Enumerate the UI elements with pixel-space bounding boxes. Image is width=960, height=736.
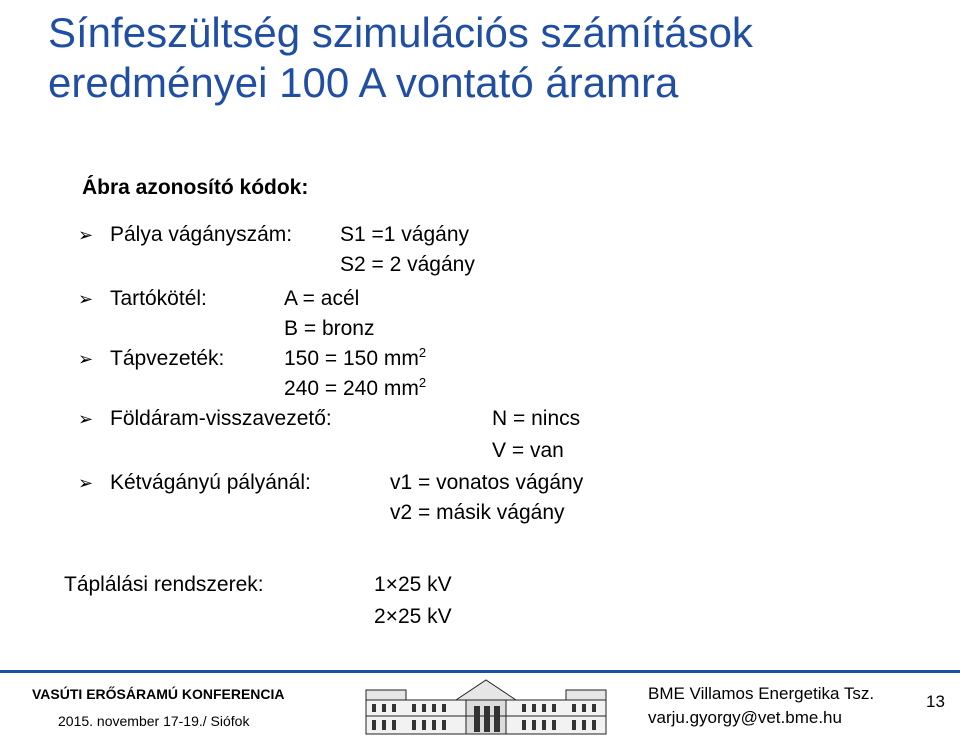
footer-email: varju.gyorgy@vet.bme.hu (648, 708, 842, 727)
earth-return-label: Földáram-visszavezető: (110, 407, 332, 430)
unit-exponent: 2 (418, 345, 427, 360)
catenary-a-value: A = acél (284, 287, 360, 310)
double-track-label: Kétvágányú pályánál: (110, 471, 311, 494)
footer-conference: VASÚTI ERŐSÁRAMÚ KONFERENCIA (32, 686, 285, 702)
earth-return-n-value: N = nincs (492, 407, 581, 430)
footer-organization: BME Villamos Energetika Tsz. (648, 684, 875, 703)
arrow-bullet-icon: ➢ (78, 409, 94, 429)
double-track-v1-value: v1 = vonatos vágány (390, 471, 584, 494)
track-label: Pálya vágányszám: (110, 223, 293, 246)
arrow-bullet-icon: ➢ (78, 289, 94, 309)
footer-date-place: 2015. november 17-19./ Siófok (58, 713, 250, 729)
track-s2-value: S2 = 2 vágány (340, 253, 475, 276)
title-line-1: Sínfeszültség szimulációs számítások (48, 9, 753, 56)
arrow-bullet-icon: ➢ (78, 225, 94, 245)
double-track-v2-value: v2 = másik vágány (390, 501, 565, 524)
feeder-150-value: 150 = 150 $mm^2$ (284, 345, 427, 370)
slide-title (48, 8, 938, 108)
arrow-bullet-icon: ➢ (78, 473, 94, 493)
track-s1-value: S1 =1 vágány (340, 223, 470, 246)
feeder-240-value: 240 = 240 $mm^2$ (284, 375, 427, 400)
arrow-bullet-icon: ➢ (78, 349, 94, 369)
university-building-logo-icon (356, 676, 616, 736)
earth-return-v-value: V = van (492, 439, 564, 462)
feeder-label: Tápvezeték: (110, 347, 225, 370)
unit-exponent: 2 (418, 375, 427, 390)
codes-heading: Ábra azonosító kódok: (82, 176, 309, 199)
catenary-label: Tartókötél: (110, 287, 207, 310)
catenary-b-value: B = bronz (284, 317, 375, 340)
supply-option-1x25: 1×25 kV (374, 573, 452, 596)
supply-option-2x25: 2×25 kV (374, 605, 452, 628)
title-line-2: eredményei 100 A vontató áramra (48, 59, 679, 106)
slide-number: 13 (926, 692, 945, 711)
footer-divider (0, 670, 960, 673)
supply-systems-label: Táplálási rendszerek: (64, 573, 264, 596)
